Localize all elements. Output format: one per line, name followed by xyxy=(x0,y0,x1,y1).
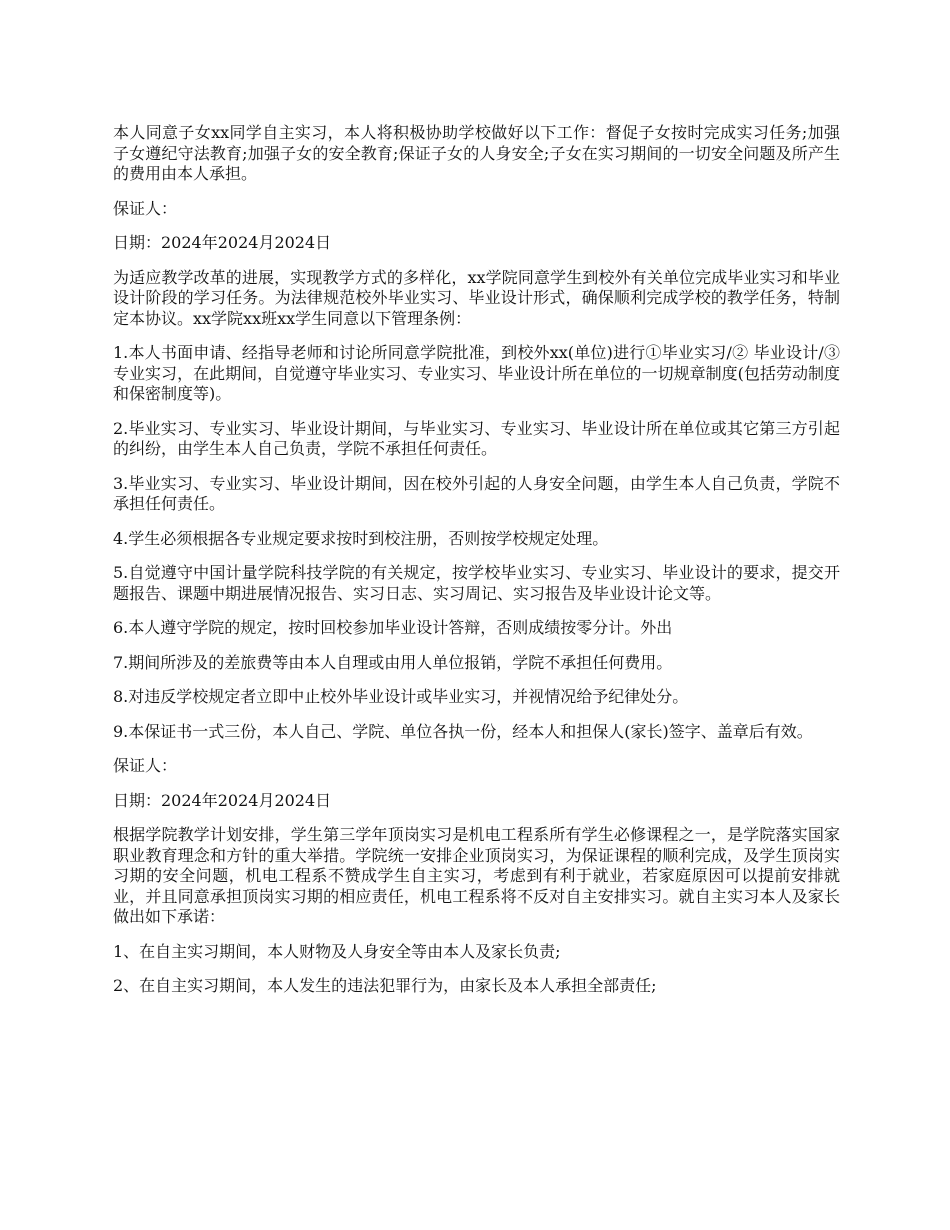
document-page xyxy=(113,123,840,1011)
paragraph-guarantor-1: 保证人： xyxy=(113,198,178,218)
paragraph-clause-8: 8.对违反学校规定者立即中止校外毕业设计或毕业实习，并视情况给予纪律处分。 xyxy=(113,687,689,706)
paragraph-clause-2: 2.毕业实习、专业实习、毕业设计期间，与毕业实习、专业实习、毕业设计所在单位或其它第三方引起的纠纷，由学生本人自己负责，学院不承担任何责任。 xyxy=(113,418,840,458)
paragraph-self-internship-intro: 根据学院教学计划安排，学生第三学年顶岗实习是机电工程系所有学生必修课程之一，是学院落实国家职业教育理念和方针的重大举措。学院统一安排企业顶岗实习，为保证课程的顺利完成，及学生顶岗实习期的安全问题，机电工程系不赞成学生自主实习，考虑到有利于就业，若家庭原因可以提前安排就业，并且同意承担顶岗实习期的相应责任，机电工程系将不反对自主安排实习。就自主实习本人及家长做出如下承诺： xyxy=(113,825,840,926)
paragraph-date-1: 日期：2024年2024月2024日 xyxy=(113,233,332,252)
paragraph-agreement-intro: 为适应教学改革的进展，实现教学方式的多样化，xx学院同意学生到校外有关单位完成毕业实习和毕业设计阶段的学习任务。为法律规范校外毕业实习、毕业设计形式，确保顺利完成学校的教学任务，特制定本协议。xx学院xx班xx学生同意以下管理条例： xyxy=(113,267,840,328)
paragraph-commitment-2: 2、在自主实习期间，本人发生的违法犯罪行为，由家长及本人承担全部责任; xyxy=(113,976,657,995)
paragraph-clause-7: 7.期间所涉及的差旅费等由本人自理或由用人单位报销，学院不承担任何费用。 xyxy=(113,652,673,672)
paragraph-clause-4: 4.学生必须根据各专业规定要求按时到校注册，否则按学校规定处理。 xyxy=(113,528,609,548)
paragraph-guarantor-2: 保证人： xyxy=(113,756,178,775)
paragraph-parent-consent: 本人同意子女xx同学自主实习，本人将积极协助学校做好以下工作：督促子女按时完成实习任务;加强子女遵纪守法教育;加强子女的安全教育;保证子女的人身安全;子女在实习期间的一切安全问题及所产生的费用由本人承担。 xyxy=(113,123,840,183)
paragraph-clause-1: 1.本人书面申请、经指导老师和讨论所同意学院批准，到校外xx(单位)进行①毕业实习/② 毕业设计/③ 专业实习，在此期间，自觉遵守毕业实习、专业实习、毕业设计所在单位的一切规章制度(包括劳动制度和保密制度等)。 xyxy=(113,343,840,403)
paragraph-clause-5: 5.自觉遵守中国计量学院科技学院的有关规定，按学校毕业实习、专业实习、毕业设计的要求，提交开题报告、课题中期进展情况报告、实习日志、实习周记、实习报告及毕业设计论文等。 xyxy=(113,563,840,603)
paragraph-commitment-1: 1、在自主实习期间，本人财物及人身安全等由本人及家长负责; xyxy=(113,941,561,961)
paragraph-clause-9: 9.本保证书一式三份，本人自己、学院、单位各执一份，经本人和担保人(家长)签字、盖章后有效。 xyxy=(113,721,813,741)
paragraph-clause-6: 6.本人遵守学院的规定，按时回校参加毕业设计答辩，否则成绩按零分计。外出 xyxy=(113,618,673,637)
paragraph-clause-3: 3.毕业实习、专业实习、毕业设计期间，因在校外引起的人身安全问题，由学生本人自己负责，学院不承担任何责任。 xyxy=(113,473,840,513)
paragraph-date-2: 日期：2024年2024月2024日 xyxy=(113,790,332,810)
